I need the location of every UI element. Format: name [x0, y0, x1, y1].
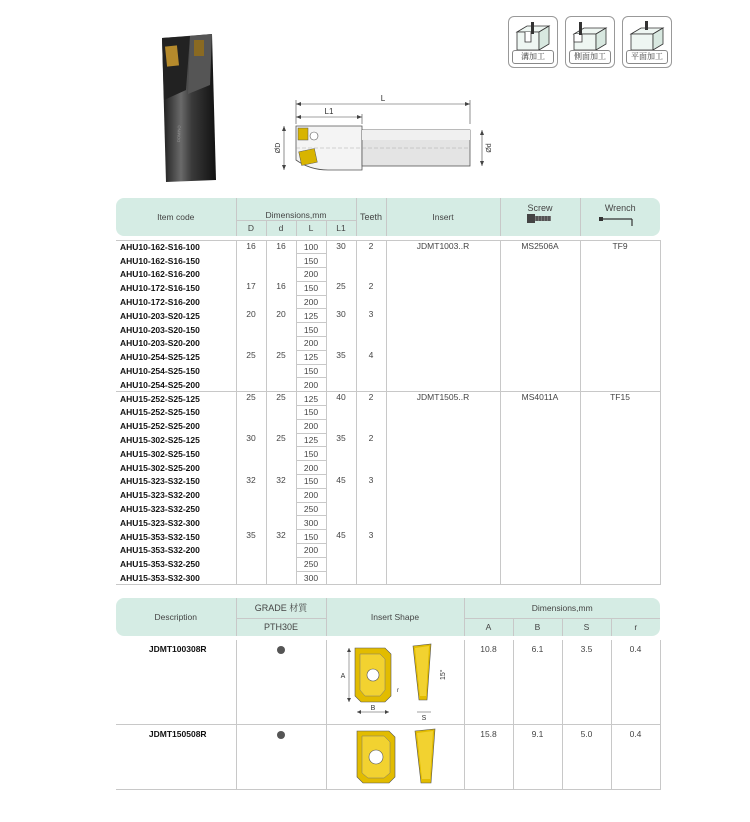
header-insert: Insert	[386, 198, 500, 236]
header-insert-shape: Insert Shape	[326, 598, 464, 636]
slot-machining-badge	[508, 16, 558, 68]
dim-L: 150	[296, 447, 326, 461]
dim-L: 150	[296, 530, 326, 544]
dim-D: 25	[236, 350, 266, 391]
item-code: AHU10-203-S20-200	[120, 338, 200, 349]
header-teeth: Teeth	[356, 198, 386, 236]
dim-L: 125	[296, 392, 326, 406]
insert-shape-jdmt15-drawing	[327, 725, 465, 787]
item-code: AHU10-162-S16-100	[116, 240, 236, 254]
item-code: AHU15-323-S32-250	[120, 504, 200, 515]
item-code: AHU15-323-S32-300	[120, 517, 200, 528]
dim-D: ØD	[275, 142, 282, 154]
header-B: B	[513, 618, 562, 636]
dim-D: 35	[236, 530, 266, 585]
item-code: AHU15-353-S32-250	[120, 559, 200, 570]
grade-available-dot	[277, 731, 285, 739]
teeth-count: 4	[356, 350, 386, 391]
dim-L: 200	[296, 378, 326, 392]
item-code-table	[116, 198, 661, 586]
teeth-count: 2	[356, 240, 386, 281]
dim-D: 20	[236, 309, 266, 350]
item-code: AHU15-302-S25-200	[120, 462, 200, 473]
dim-L: 200	[296, 488, 326, 502]
dim-d: 32	[266, 475, 296, 530]
header-S: S	[562, 618, 611, 636]
insert-code: JDMT1505..R	[386, 392, 500, 585]
dim-L: 200	[296, 544, 326, 558]
dim-L: L	[380, 94, 386, 103]
dim-L: 300	[296, 516, 326, 530]
item-code: AHU10-203-S20-150	[120, 324, 200, 335]
header-dimensions-2: Dimensions,mm	[464, 598, 660, 618]
dim-D: 32	[236, 475, 266, 530]
header-wrench-label: Wrench	[604, 203, 636, 213]
item-code: AHU15-323-S32-200	[120, 490, 200, 501]
dim-L: 200	[296, 295, 326, 309]
teeth-count: 3	[356, 309, 386, 350]
shape-label-S: S	[421, 715, 426, 722]
tool-drawing	[270, 90, 500, 190]
dim-L: 200	[296, 461, 326, 475]
screw-code: MS4011A	[500, 392, 580, 585]
teeth-count: 3	[356, 530, 386, 585]
dim-L1: 35	[336, 433, 346, 444]
header-description: Description	[154, 612, 198, 622]
header-r: r	[611, 618, 660, 636]
face-machining-badge	[622, 16, 672, 68]
dim-S: 5.0	[562, 725, 611, 790]
screw-icon	[525, 213, 555, 225]
item-code: AHU15-353-S32-150	[120, 531, 200, 542]
dim-L1: 45	[336, 529, 346, 540]
insert-description: JDMT100308R	[148, 644, 207, 654]
dim-A: 10.8	[464, 640, 513, 725]
teeth-count: 2	[356, 281, 386, 309]
dim-L: 125	[296, 433, 326, 447]
dim-L: 150	[296, 254, 326, 268]
side-machining-icon	[570, 20, 610, 54]
teeth-count: 2	[356, 433, 386, 474]
dim-d: 25	[266, 433, 296, 474]
item-code: AHU15-323-S32-150	[120, 476, 200, 487]
shape-label-angle: 15°	[439, 669, 447, 680]
teeth-count: 3	[356, 475, 386, 530]
dim-L: 200	[296, 337, 326, 351]
item-code: AHU15-302-S25-125	[120, 435, 200, 446]
insert-shape-jdmt10-drawing	[327, 640, 465, 722]
dim-L: 200	[296, 268, 326, 282]
shape-label-A: A	[340, 673, 345, 680]
svg-text:DOMINO: DOMINO	[176, 125, 182, 143]
face-machining-label: 平面加工	[626, 50, 668, 64]
dim-L1: 25	[336, 281, 346, 292]
dim-d: 32	[266, 530, 296, 585]
dim-d: 16	[266, 281, 296, 309]
header-screw	[500, 198, 580, 236]
dim-S: 3.5	[562, 640, 611, 725]
dim-d: 25	[266, 392, 296, 433]
insert-table	[116, 598, 661, 790]
dim-L1: 45	[336, 474, 346, 485]
header-dimensions: Dimensions,mm	[236, 198, 356, 220]
insert-shape-cell	[326, 725, 464, 790]
item-code: AHU10-254-S25-150	[120, 366, 200, 377]
dim-L: 150	[296, 364, 326, 378]
dim-L1: 40	[326, 392, 356, 433]
header-grade-name: PTH30E	[236, 618, 326, 636]
item-code: AHU10-162-S16-150	[120, 255, 200, 266]
dim-r: 0.4	[611, 640, 660, 725]
header-A: A	[464, 618, 513, 636]
table-row	[116, 640, 660, 725]
dim-L: 100	[296, 240, 326, 254]
item-code: AHU10-203-S20-125	[120, 310, 200, 321]
slot-machining-label: 溝加工	[512, 50, 554, 64]
header-screw-label: Screw	[527, 203, 553, 213]
slot-machining-icon	[513, 20, 553, 54]
item-code: AHU10-254-S25-125	[120, 352, 200, 363]
face-machining-icon	[627, 20, 667, 54]
end-mill-photo	[150, 30, 230, 185]
dim-D: 17	[236, 281, 266, 309]
dim-D: 16	[236, 240, 266, 281]
dim-L: 150	[296, 281, 326, 295]
dim-d: 20	[266, 309, 296, 350]
item-code: AHU10-172-S16-200	[120, 297, 200, 308]
side-machining-label: 側面加工	[569, 50, 611, 64]
dim-A: 15.8	[464, 725, 513, 790]
item-code: AHU15-252-S25-150	[120, 407, 200, 418]
dim-d: Ød	[486, 143, 493, 153]
shape-label-r: r	[396, 688, 399, 694]
dim-L: 125	[296, 350, 326, 364]
item-code: AHU15-252-S25-200	[120, 421, 200, 432]
dim-r: 0.4	[611, 725, 660, 790]
dim-B: 6.1	[513, 640, 562, 725]
dim-L: 300	[296, 571, 326, 585]
item-code: AHU15-353-S32-300	[120, 572, 200, 583]
dim-L: 125	[296, 309, 326, 323]
header-D: D	[236, 220, 266, 236]
dim-d: 25	[266, 350, 296, 391]
dim-L1: 30	[336, 308, 346, 319]
dim-L1: 35	[336, 350, 346, 361]
wrench-code: TF15	[580, 392, 660, 585]
dim-L1: L1	[324, 107, 334, 116]
dim-L: 150	[296, 475, 326, 489]
shape-label-B: B	[370, 705, 375, 712]
teeth-count: 2	[356, 392, 386, 433]
insert-shape-cell	[326, 640, 464, 725]
header-grade: GRADE 材質	[236, 598, 326, 618]
dim-L: 250	[296, 502, 326, 516]
item-code: AHU10-162-S16-200	[120, 269, 200, 280]
wrench-icon	[598, 213, 642, 227]
item-code: AHU10-172-S16-150	[120, 283, 200, 294]
table-row	[116, 240, 660, 254]
dim-d: 16	[266, 240, 296, 281]
header-L1: L1	[326, 220, 356, 236]
item-code: AHU15-302-S25-150	[120, 448, 200, 459]
dim-L: 250	[296, 557, 326, 571]
dim-L1: 30	[326, 240, 356, 281]
table-row	[116, 392, 660, 406]
header-item-code: Item code	[157, 212, 195, 222]
item-code: AHU15-252-S25-125	[116, 392, 236, 406]
insert-description: JDMT150508R	[116, 725, 236, 790]
dim-L: 150	[296, 406, 326, 420]
dim-L: 150	[296, 323, 326, 337]
screw-code: MS2506A	[500, 240, 580, 392]
item-code: AHU10-254-S25-200	[120, 379, 200, 390]
grade-available-dot	[277, 646, 285, 654]
insert-code: JDMT1003..R	[386, 240, 500, 392]
dim-D: 25	[236, 392, 266, 433]
wrench-code: TF9	[580, 240, 660, 392]
side-machining-badge	[565, 16, 615, 68]
header-wrench	[580, 198, 660, 236]
dim-B: 9.1	[513, 725, 562, 790]
table-row	[116, 725, 660, 790]
item-code: AHU15-353-S32-200	[120, 545, 200, 556]
header-L: L	[296, 220, 326, 236]
dim-D: 30	[236, 433, 266, 474]
header-d: d	[266, 220, 296, 236]
dim-L: 200	[296, 419, 326, 433]
